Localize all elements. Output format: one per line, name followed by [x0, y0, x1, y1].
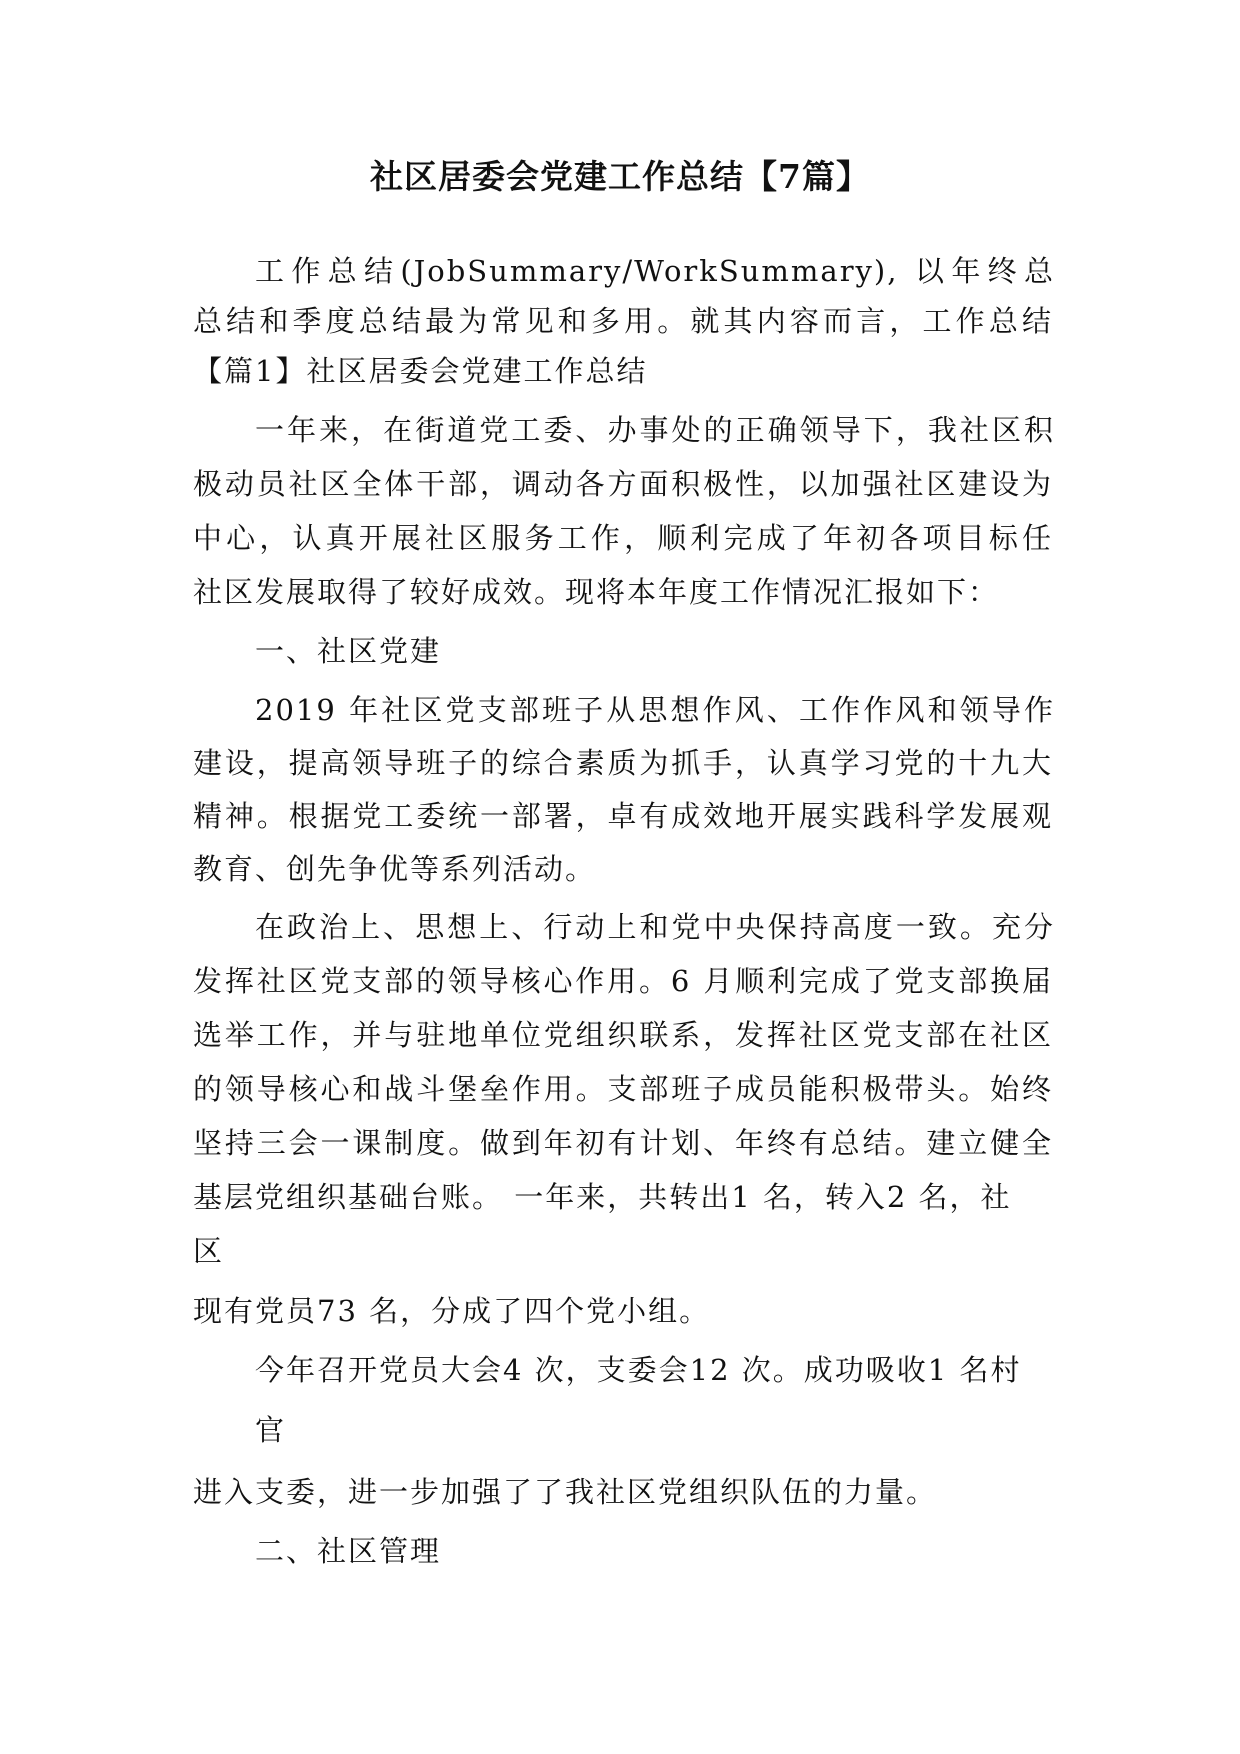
paragraph-line: 今年召开党员大会4 次，支委会12 次。成功吸收1 名村: [255, 1353, 1022, 1387]
paragraph-line: 进入支委，进一步加强了了我社区党组织队伍的力量。: [193, 1475, 938, 1509]
paragraph-line: 精神。根据党工委统一部署，卓有成效地开展实践科学发展观: [193, 799, 1053, 833]
paragraph-line: 中心，认真开展社区服务工作，顺利完成了年初各项目标任: [193, 521, 1053, 555]
paragraph-line: 坚持三会一课制度。做到年初有计划、年终有总结。建立健全: [193, 1126, 1053, 1160]
paragraph-line: 发挥社区党支部的领导核心作用。6 月顺利完成了党支部换届: [193, 964, 1053, 998]
paragraph-line: 一年来，在街道党工委、办事处的正确领导下，我社区积: [255, 413, 1055, 447]
paragraph-line: 教育、创先争优等系列活动。: [193, 852, 597, 886]
paragraph-line: 2019 年社区党支部班子从思想作风、工作作风和领导作: [255, 693, 1055, 727]
subsection-heading: 一、社区党建: [255, 634, 442, 668]
paragraph-line: 官: [255, 1413, 287, 1447]
paragraph-line: 选举工作，并与驻地单位党组织联系，发挥社区党支部在社区: [193, 1018, 1053, 1052]
paragraph-line: 区: [193, 1234, 225, 1268]
paragraph-line: 现有党员73 名，分成了四个党小组。: [193, 1294, 711, 1328]
intro-line-2: 总结和季度总结最为常见和多用。就其内容而言，工作总结: [193, 304, 1053, 338]
document-title: 社区居委会党建工作总结【7篇】: [370, 157, 870, 196]
paragraph-line: 的领导核心和战斗堡垒作用。支部班子成员能积极带头。始终: [193, 1072, 1053, 1106]
paragraph-line: 基层党组织基础台账。 一年来，共转出1 名，转入2 名，社: [193, 1180, 1012, 1214]
section-heading-1: 【篇1】社区居委会党建工作总结: [193, 354, 648, 388]
subsection-heading: 二、社区管理: [255, 1534, 442, 1568]
intro-line-1: 工作总结(JobSummary/WorkSummary), 以年终总: [255, 254, 1055, 288]
paragraph-line: 建设，提高领导班子的综合素质为抓手，认真学习党的十九大: [193, 746, 1053, 780]
paragraph-line: 在政治上、思想上、行动上和党中央保持高度一致。充分: [255, 910, 1055, 944]
paragraph-line: 极动员社区全体干部，调动各方面积极性，以加强社区建设为: [193, 467, 1053, 501]
paragraph-line: 社区发展取得了较好成效。现将本年度工作情况汇报如下：: [193, 575, 1000, 609]
